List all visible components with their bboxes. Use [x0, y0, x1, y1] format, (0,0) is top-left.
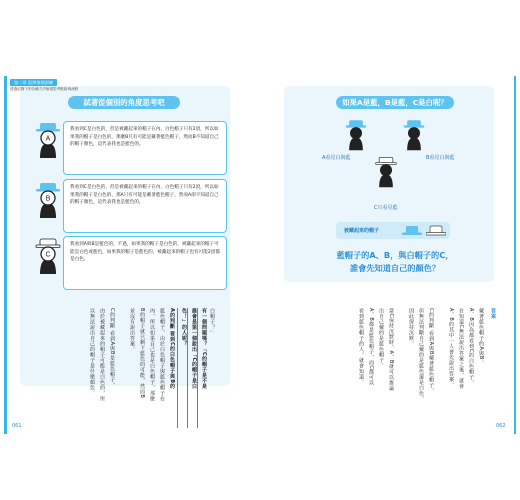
person-a-back-icon: [344, 116, 368, 152]
right-col-4: 在知道C無法說出答案之後，就會: [458, 308, 464, 389]
card-b-text: 我看到C是白色的，但是被藏起來的帽子在內，白色帽子只有2頂，所以如果我的帽子是白色的，那A只有可能是戴著藍色帽子，然而A卻不知道自己的帽子顏色，這代表我也是藍色的。: [70, 185, 219, 206]
right-col-7: 但無法判斷自己戴的是藍色還是白色，: [418, 308, 424, 402]
right-col-2: 戴著藍色帽子的A與B。: [478, 308, 484, 366]
person-b-back-icon: [402, 116, 426, 152]
right-col-10: 出自己戴的是藍色帽子。: [378, 308, 384, 369]
right-col-12: 看到藍色帽子的人，就會知道。: [358, 308, 364, 385]
left-col-9: 並沒有說出答案。: [129, 308, 135, 352]
card-b: [63, 179, 227, 233]
white-hat-icon: [426, 225, 446, 237]
page-number-left: 061: [12, 423, 22, 429]
left-col-8: B的帽子就只剩下藍色的可能，然而B: [139, 308, 145, 399]
card-c-text: 我看到A與B是藍色的，不過，如果我的帽子是白色的，被藏起來的帽子可能是白色或藍色，如果我的帽子是藍色的，被藏起來的帽子也有可能2頂都是白色。: [70, 242, 220, 263]
right-page: [276, 76, 514, 434]
right-col-5: A、B的其中一人會先說出答案。: [448, 308, 454, 388]
person-b-icon: [34, 178, 62, 220]
question-line-1: 藍帽子的A、B，與白帽子的C，: [336, 250, 454, 260]
right-title: 如果A是藍，B是藍，C是白呢？: [336, 96, 454, 109]
right-col-1: 答案: [490, 308, 496, 319]
question-line-2: 誰會先知道自己的顏色？: [349, 263, 441, 273]
right-col-3: A、B因為都看到C的白色帽子，: [468, 308, 474, 386]
label-b: B看見白與藍: [426, 155, 455, 161]
left-col-3: 誰會是第一個說出「C的帽子是白: [187, 308, 199, 428]
left-col-4: 色！」的人呢？: [177, 308, 189, 428]
right-col-6: C的判斷 看到A與B戴著藍色帽子，: [428, 308, 434, 394]
person-c-back-icon: [374, 153, 398, 189]
left-col-12: 以無法說出自己的帽子是什麼顏色。: [89, 308, 95, 396]
card-a-text: 我看到C是白色的，但是被藏起來的帽子在內，白色帽子只有2頂，所以如果我的帽子是白色的，那麼B只有可能是戴著藍色帽子，然而B不知道自己的帽子顏色，這代表我也是藍色的。: [70, 127, 219, 148]
label-a: A看見白與藍: [322, 155, 351, 161]
left-col-2: 有一個問題嗎？「C的帽子是不是: [197, 308, 209, 428]
svg-text:A: A: [45, 135, 51, 143]
person-a-icon: [34, 118, 62, 160]
person-c-icon: [34, 234, 62, 276]
left-col-10: C的判斷 看到A與B是藍色帽子，: [109, 308, 115, 388]
svg-text:C: C: [45, 251, 51, 259]
hidden-hats-box: [336, 222, 450, 239]
blue-hat-icon: [402, 225, 422, 237]
question-text: [306, 249, 484, 275]
right-col-11: A、B都是藍色帽子，而C都可以: [368, 308, 374, 386]
left-title: 試著從個別的角度思考吧: [68, 96, 180, 109]
left-col-11: 由於被藏起來的帽子可能是白色的，所: [99, 308, 105, 402]
left-col-1: 白帽子？」: [209, 308, 215, 336]
chapter-subtitle: 透過紀錄下的各種方法檢視思考脈絡與流程: [10, 87, 79, 91]
card-a: [63, 121, 227, 175]
page-number-right: 062: [496, 423, 506, 429]
hidden-hats-title: 被藏起來的帽子: [344, 228, 380, 234]
left-page: [7, 76, 245, 434]
left-col-6: 藍色帽子，由於白色帽子與藍色帽子在: [159, 308, 165, 402]
right-col-8: 因此保持沉默。: [408, 308, 414, 347]
right-col-9: 當C保持沉默時，A、B就可以推論: [388, 308, 394, 392]
svg-text:B: B: [45, 195, 51, 203]
left-col-5: A的判斷 看到C的白色帽子與B的: [169, 308, 175, 390]
card-c: [63, 236, 227, 290]
label-c: C只看見藍: [374, 205, 398, 211]
left-col-7: 內，所以如果自己也是白色帽子，那麼: [149, 308, 155, 402]
chapter-tag: 第二章 思辨推理訓練: [10, 79, 57, 86]
